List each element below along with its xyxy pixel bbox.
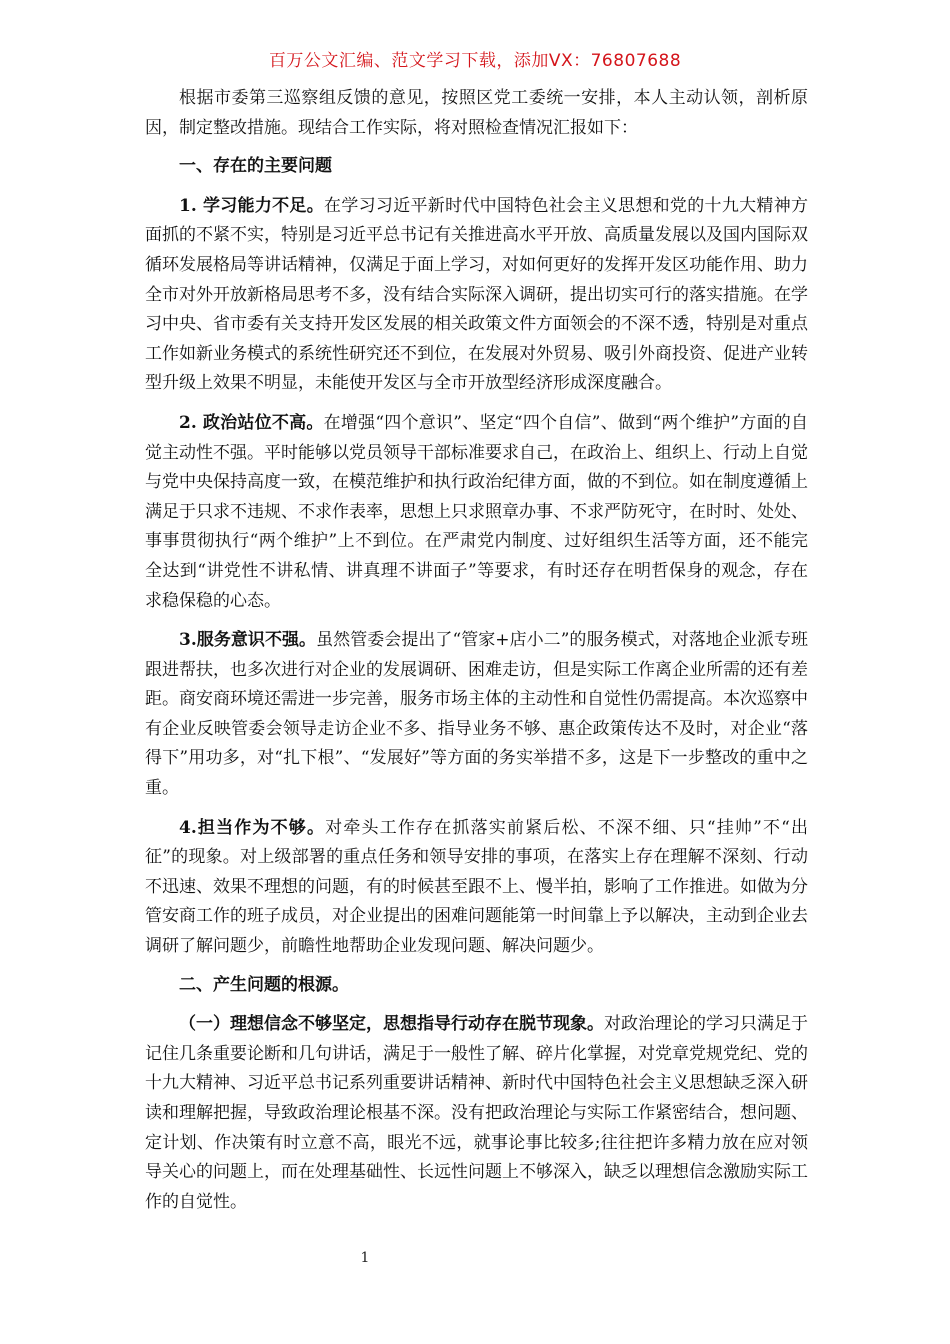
problem-item-2: [145, 409, 808, 616]
root-cause-item-1: [145, 1010, 808, 1217]
page-number: 1: [360, 1250, 370, 1266]
problem-item-body: 虽然管委会提出了“管家+店小二”的服务模式，对落地企业派专班跟进帮扶，也多次进行对企业的发展调研、困难走访，但是实际工作离企业所需的还有差距。商安商环境还需进一步完善，服务市场主体的主动性和自觉性仍需提高。本次巡察中有企业反映管委会领导走访企业不多、指导业务不够、惠企政策传达不及时，对企业“落得下”用功多，对“扎下根”、“发展好”等方面的务实举措不多，这是下一步整改的重中之重。: [145, 630, 809, 799]
root-cause-item-body: 对政治理论的学习只满足于记住几条重要论断和几句讲话，满足于一般性了解、碎片化掌握，对党章党规党纪、党的十九大精神、习近平总书记系列重要讲话精神、新时代中国特色社会主义思想缺乏深入研读和理解把握，导致政治理论根基不深。没有把政治理论与实际工作紧密结合，想问题、定计划、作决策有时立意不高，眼光不远，就事论事比较多;往往把许多精力放在应对领导关心的问题上，而在处理基础性、长远性问题上不够深入，缺乏以理想信念激励实际工作的自觉性。: [145, 1014, 808, 1212]
watermark-header: 百万公文汇编、范文学习下载，添加VX：76807688: [268, 51, 682, 71]
intro-paragraph: 根据市委第三巡察组反馈的意见，按照区党工委统一安排，本人主动认领，剖析原因，制定整改措施。现结合工作实际，将对照检查情况汇报如下：: [145, 88, 808, 138]
problem-item-body: 在学习习近平新时代中国特色社会主义思想和党的十九大精神方面抓的不紧不实，特别是习近平总书记有关推进高水平开放、高质量发展以及国内国际双循环发展格局等讲话精神，仅满足于面上学习，对如何更好的发挥开发区功能作用、助力全市对外开放新格局思考不多，没有结合实际深入调研，提出切实可行的落实措施。在学习中央、省市委有关支持开发区发展的相关政策文件方面领会的不深不透，特别是对重点工作如新业务模式的系统性研究还不到位，在发展对外贸易、吸引外商投资、促进产业转型升级上效果不明显，未能使开发区与全市开放型经济形成深度融合。: [145, 195, 808, 394]
problem-item-title: 1. 学习能力不足。: [179, 195, 325, 216]
problem-item-body: 对牵头工作存在抓落实前紧后松、不深不细、只“挂帅”不“出征”的现象。对上级部署的重点任务和领导安排的事项，在落实上存在理解不深刻、行动不迅速、效果不理想的问题，有的时候甚至跟不上、慢半拍，影响了工作推进。如做为分管安商工作的班子成员，对企业提出的困难问题能第一时间靠上予以解决，主动到企业去调研了解问题少，前瞻性地帮助企业发现问题、解决问题少。: [145, 817, 809, 957]
problem-item-3: [145, 626, 808, 804]
problem-item-1: [145, 192, 808, 399]
problem-item-title: 3.服务意识不强。: [179, 630, 317, 651]
problem-item-body: 在增强“四个意识”、坚定“四个自信”、做到“两个维护”方面的自觉主动性不强。平时能够以党员领导干部标准要求自己，在政治上、组织上、行动上自觉与党中央保持高度一致，在模范维护和执行政治纪律方面，做的不到位。如在制度遵循上满足于只求不违规、不求作表率，思想上只求照章办事、不求严防死守，在时时、处处、事事贯彻执行“两个维护”上不到位。在严肃党内制度、过好组织生活等方面，还不能完全达到“讲党性不讲私情、讲真理不讲面子”等要求，有时还存在明哲保身的观念，存在求稳保稳的心态。: [145, 412, 808, 611]
problem-item-title: 4.担当作为不够。: [179, 817, 326, 838]
problem-item-title: 2. 政治站位不高。: [179, 412, 324, 433]
root-cause-item-title: （一）理想信念不够坚定，思想指导行动存在脱节现象。: [179, 1014, 604, 1035]
section-heading-problems: 一、存在的主要问题: [179, 156, 332, 177]
problem-item-4: [145, 814, 808, 962]
document-body: [145, 84, 808, 1217]
section-heading-root-causes: 二、产生问题的根源。: [179, 974, 349, 995]
